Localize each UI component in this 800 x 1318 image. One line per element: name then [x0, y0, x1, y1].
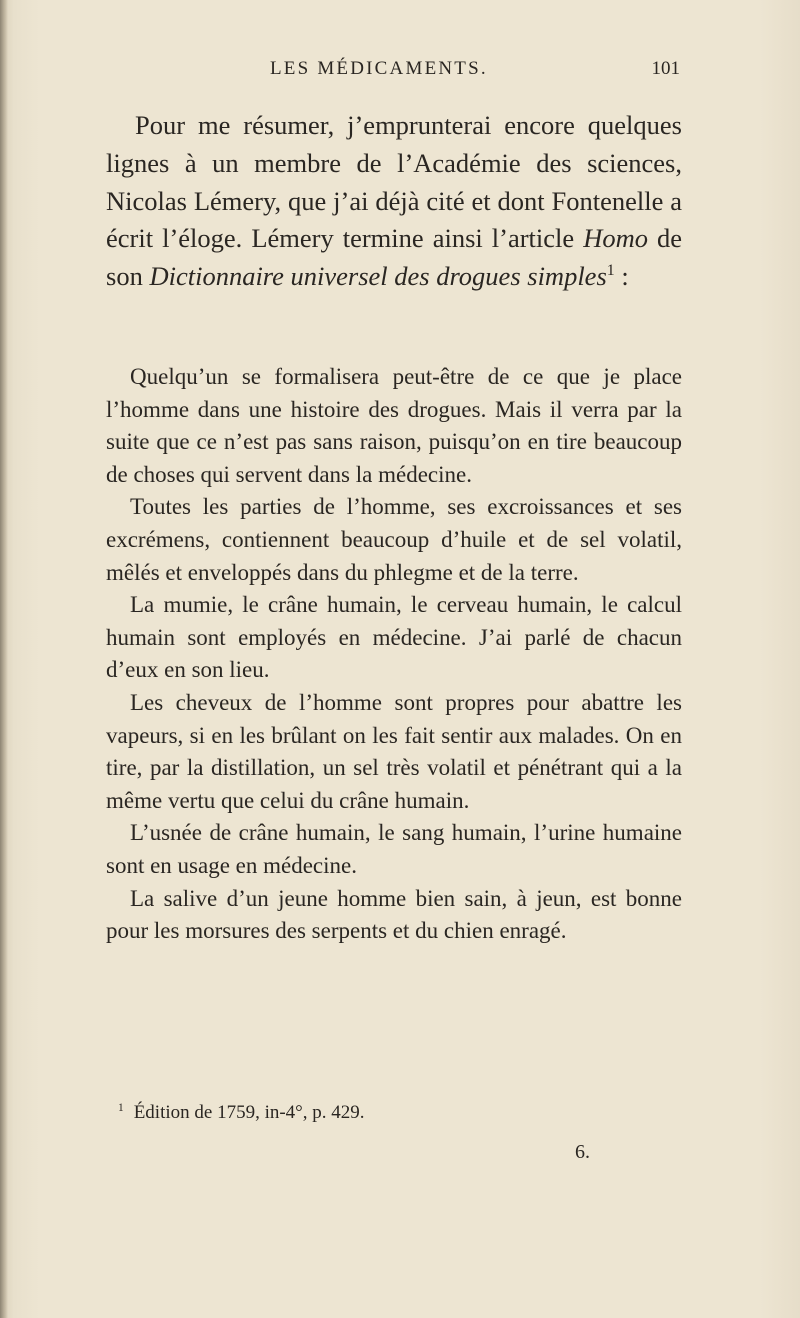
quote-paragraph-1: Quelqu’un se formalisera peut-être de ce que je place l’homme dans une histoire des drogues. Mais il verra par la suite que ce n’est pas sans raison, puisqu’on en tire beaucoup de choses qui servent dans la médecine.: [106, 364, 682, 487]
quote-paragraph-6: La salive d’un jeune homme bien sain, à jeun, est bonne pour les morsures des serpents et du chien enragé.: [106, 885, 682, 944]
quote-paragraph-5: L’usnée de crâne humain, le sang humain, l’urine humaine sont en usage en médecine.: [106, 820, 682, 878]
footnote-text: Édition de 1759, in-4°, p. 429.: [133, 1102, 365, 1123]
spine-shadow: [0, 0, 8, 1318]
intro-text-start: Pour me résumer, j’emprunterai encore quelques lignes à un membre de l’Académie des sciences, Nicolas Lémery, que j’ai déjà cité et dont Fontenelle a écrit l’éloge. Lémery termine ainsi l’article: [106, 110, 682, 254]
running-title: LES MÉDICAMENTS.: [270, 58, 488, 79]
running-head: [104, 58, 680, 88]
footnote: [118, 1102, 365, 1124]
quote-paragraph-4: Les cheveux de l’homme sont propres pour abattre les vapeurs, si en les brûlant on les fait sentir aux malades. On en tire, par la distillation, un sel très volatil et pénétrant qui a la même vertu que celui du crâne humain.: [106, 689, 682, 813]
intro-text: [106, 107, 682, 296]
quote-paragraph-3: La mumie, le crâne humain, le cerveau humain, le calcul humain sont employés en médecine. J’ai parlé de chacun d’eux en son lieu.: [106, 592, 682, 683]
page-number: 101: [651, 58, 680, 79]
intro-text-end: :: [614, 261, 629, 292]
footnote-mark: 1: [118, 1101, 124, 1114]
quote-paragraph-2: Toutes les parties de l’homme, ses excroissances et ses excrémens, contiennent beaucoup d’huile et de sel volatil, mêlés et enveloppés dans du phlegme et de la terre.: [106, 494, 682, 585]
signature-mark: 6.: [575, 1141, 590, 1163]
quoted-passage: [106, 361, 682, 948]
footnote-reference: 1: [606, 262, 615, 280]
intro-paragraph: [106, 107, 682, 296]
italic-dictionary-title: Dictionnaire universel des drogues simples: [149, 261, 607, 292]
italic-homo: Homo: [583, 223, 648, 254]
intro-text-middle: de son: [106, 223, 683, 292]
